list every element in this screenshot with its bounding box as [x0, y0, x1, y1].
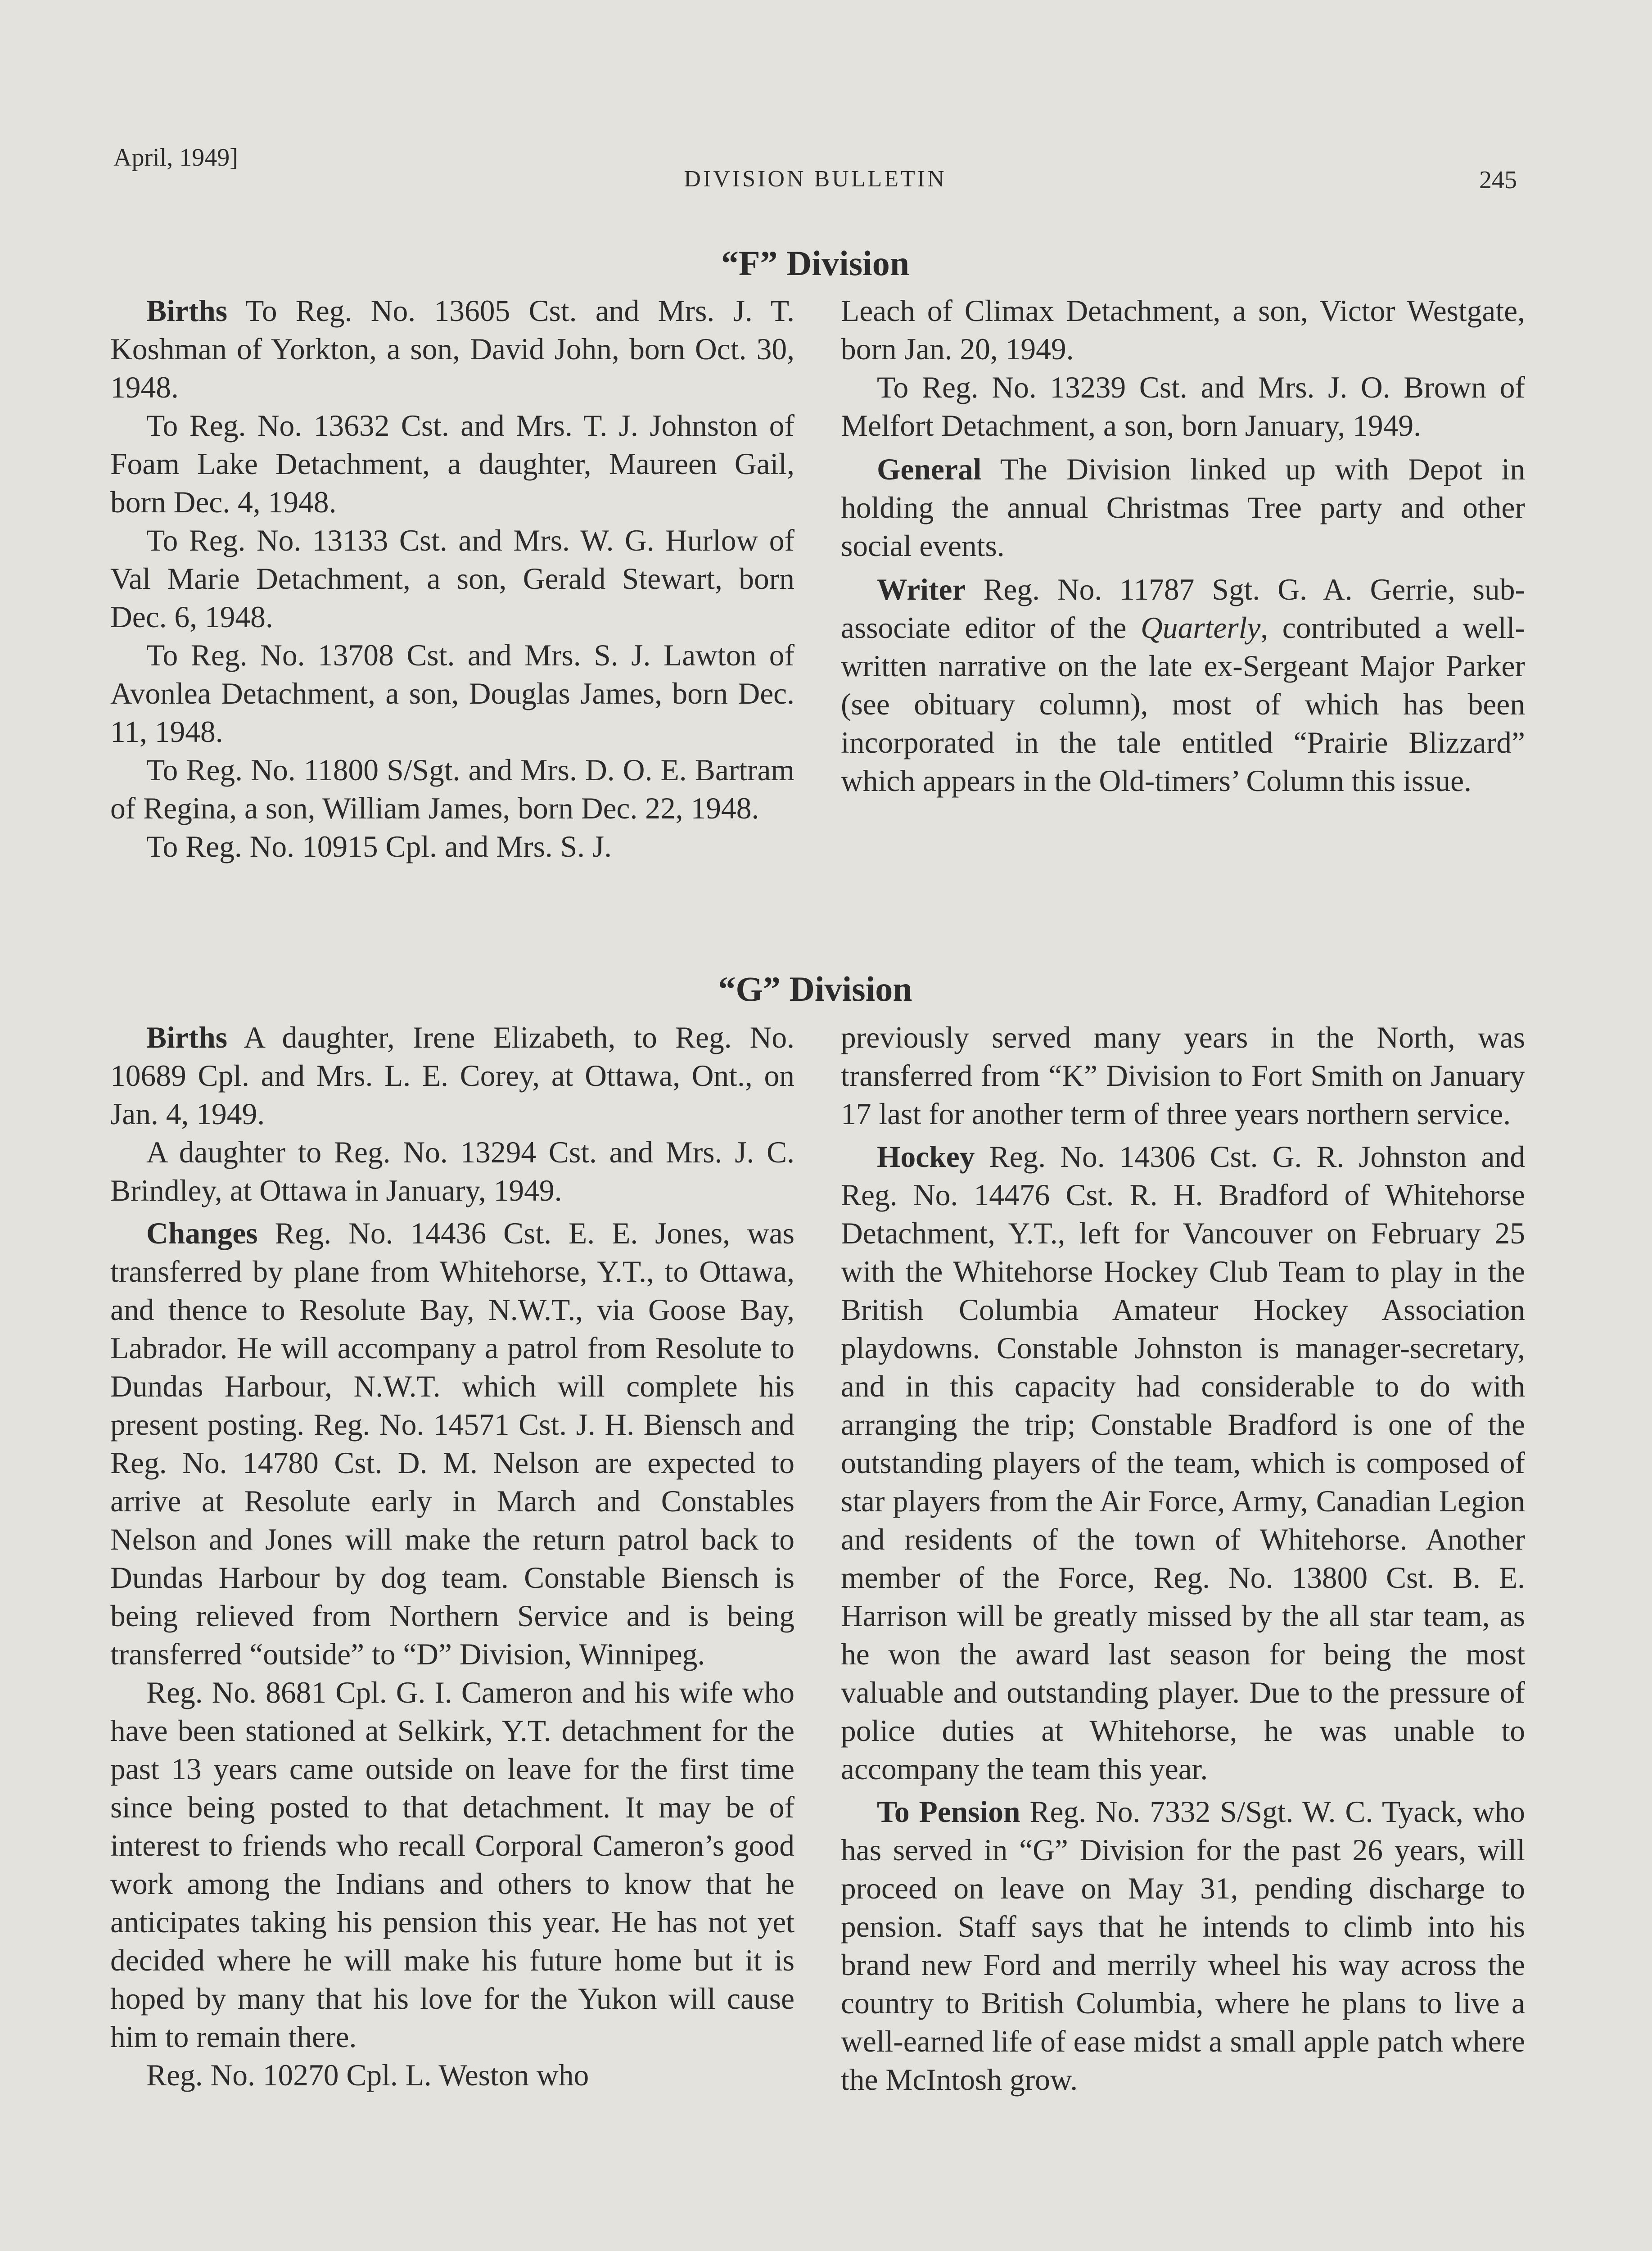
- f-birth-continued: [841, 292, 1525, 368]
- f-division-right-column: [841, 292, 1525, 800]
- paragraph-text: A daughter, Irene Elizabeth, to Reg. No. 10689 Cpl. and Mrs. L. E. Corey, at Ottawa, Ont., on Jan. 4, 1949.: [110, 1021, 795, 1131]
- f-births-paragraph: [110, 292, 794, 407]
- paragraph-text: Leach of Climax Detachment, a son, Victor Westgate, born Jan. 20, 1949.: [841, 294, 1525, 366]
- paragraph-text: Reg. No. 11787 Sgt. G. A. Gerrie, sub-associate editor of the: [841, 573, 1525, 645]
- paragraph-text: To Reg. No. 10915 Cpl. and Mrs. S. J.: [146, 830, 612, 863]
- run-in-heading: Births: [146, 1021, 228, 1054]
- paragraph-text: To Reg. No. 13632 Cst. and Mrs. T. J. Johnston of Foam Lake Detachment, a daughter, Maureen Gail, born Dec. 4, 1948.: [110, 409, 794, 519]
- paragraph-text: , contributed a well-written narrative on the late ex-Sergeant Major Parker (see obituary column), most of which has been incorporated in the tale entitled “Prairie Blizzard” which appears in the Old-timers’ Column this issue.: [841, 611, 1525, 798]
- f-birth-entry: [110, 751, 794, 827]
- paragraph-text: Reg. No. 14436 Cst. E. E. Jones, was transferred by plane from Whitehorse, Y.T., to Ottawa, and thence to Resolute Bay, N.W.T., via Goose Bay, Labrador. He will accompany a patrol from Resolute to Dundas Harbour, N.W.T. which will complete his present posting. Reg. No. 14571 Cst. J. H. Biensch and Reg. No. 14780 Cst. D. M. Nelson are expected to arrive at Resolute early in March and Constables Nelson and Jones will make the return patrol back to Dundas Harbour by dog team. Constable Biensch is being relieved from Northern Service and is being transferred “outside” to “D” Division, Winnipeg.: [110, 1216, 794, 1671]
- run-in-heading: General: [877, 452, 982, 486]
- f-writer-paragraph: [841, 570, 1525, 800]
- f-division-left-column: [110, 292, 794, 866]
- page-header: [113, 143, 1517, 193]
- g-cameron-paragraph: [110, 1673, 794, 2056]
- paragraph-text: To Reg. No. 13239 Cst. and Mrs. J. O. Brown of Melfort Detachment, a son, born January, 1949.: [841, 371, 1525, 443]
- f-birth-entry: [110, 407, 794, 521]
- g-weston-paragraph: [110, 2056, 794, 2094]
- g-changes-paragraph: [110, 1214, 794, 1673]
- paragraph-text: To Reg. No. 13605 Cst. and Mrs. J. T. Koshman of Yorkton, a son, David John, born Oct. 30, 1948.: [110, 294, 794, 404]
- paragraph-text: Reg. No. 10270 Cpl. L. Weston who: [146, 2058, 589, 2092]
- g-division-left-column: [110, 1018, 794, 2094]
- f-birth-entry: [110, 636, 794, 751]
- paragraph-text: Reg. No. 8681 Cpl. G. I. Cameron and his wife who have been stationed at Selkirk, Y.T. detachment for the past 13 years came outside on leave for the first time since being posted to that detachment. It may be of interest to friends who recall Corporal Cameron’s good work among the Indians and others to know that he anticipates taking his pension this year. He has not yet decided where he will make his future home but it is hoped by many that his love for the Yukon will cause him to remain there.: [110, 1676, 794, 2054]
- g-pension-paragraph: [841, 1793, 1525, 2099]
- run-in-heading: To Pension: [877, 1795, 1020, 1829]
- paragraph-text: To Reg. No. 11800 S/Sgt. and Mrs. D. O. E. Bartram of Regina, a son, William James, born Dec. 22, 1948.: [110, 753, 794, 825]
- g-division-right-column: [841, 1018, 1525, 2099]
- paragraph-text: The Division linked up with Depot in holding the annual Christmas Tree party and other social events.: [841, 452, 1526, 563]
- f-birth-entry: [110, 827, 794, 866]
- issue-date: April, 1949]: [113, 144, 238, 172]
- g-birth-entry: [110, 1133, 794, 1210]
- run-in-heading: Changes: [146, 1216, 258, 1250]
- paragraph-text: To Reg. No. 13133 Cst. and Mrs. W. G. Hurlow of Val Marie Detachment, a son, Gerald Stewart, born Dec. 6, 1948.: [110, 524, 794, 634]
- run-in-heading: Births: [146, 294, 228, 328]
- paragraph-text: Reg. No. 14306 Cst. G. R. Johnston and Reg. No. 14476 Cst. R. H. Bradford of Whitehorse Detachment, Y.T., left for Vancouver on February 25 with the Whitehorse Hockey Club Team to play in the British Columbia Amateur Hockey Association playdowns. Constable Johnston is manager-secretary, and in this capacity had considerable to do with arranging the trip; Constable Bradford is one of the outstanding players of the team, which is composed of star players from the Air Force, Army, Canadian Legion and residents of the town of Whitehorse. Another member of the Force, Reg. No. 13800 Cst. B. E. Harrison will be greatly missed by the all star team, as he won the award last season for being the most valuable and outstanding player. Due to the pressure of police duties at Whitehorse, he was unable to accompany the team this year.: [841, 1140, 1525, 1786]
- f-birth-entry: [110, 521, 794, 636]
- paragraph-text: To Reg. No. 13708 Cst. and Mrs. S. J. Lawton of Avonlea Detachment, a son, Douglas James, born Dec. 11, 1948.: [110, 638, 794, 749]
- f-birth-entry: [841, 368, 1525, 445]
- g-hockey-paragraph: [841, 1138, 1525, 1788]
- g-births-paragraph: [110, 1018, 794, 1133]
- paragraph-text: A daughter to Reg. No. 13294 Cst. and Mrs. J. C. Brindley, at Ottawa in January, 1949.: [110, 1135, 794, 1207]
- run-in-heading: Hockey: [877, 1140, 975, 1174]
- paragraph-text: previously served many years in the North, was transferred from “K” Division to Fort Smith on January 17 last for another term of three years northern service.: [841, 1021, 1525, 1131]
- bulletin-title: DIVISION BULLETIN: [684, 166, 947, 192]
- run-in-heading: Writer: [877, 573, 966, 606]
- f-general-paragraph: [841, 450, 1525, 565]
- paragraph-text: Reg. No. 7332 S/Sgt. W. C. Tyack, who has served in “G” Division for the past 26 years, will proceed on leave on May 31, pending discharge to pension. Staff says that he intends to climb into his brand new Ford and merrily wheel his way across the country to British Columbia, where he plans to live a well-earned life of ease midst a small apple patch where the McIntosh grow.: [841, 1795, 1525, 2097]
- g-weston-continued: [841, 1018, 1525, 1133]
- quarterly-italic: Quarterly: [1141, 611, 1261, 645]
- page-number: 245: [1479, 166, 1517, 194]
- f-division-title: “F” Division: [721, 244, 910, 283]
- g-division-title: “G” Division: [718, 969, 912, 1008]
